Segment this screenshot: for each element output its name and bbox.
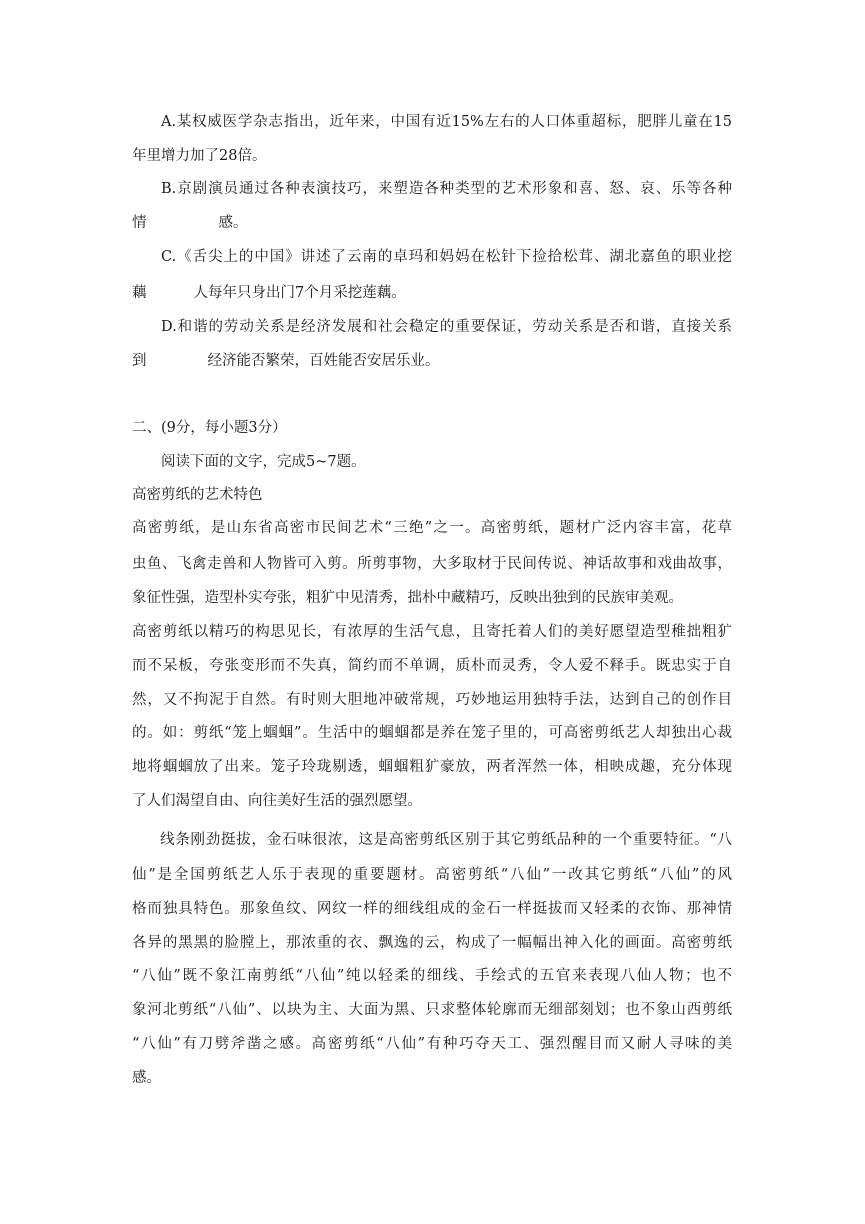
paragraph-3-line-5: “八仙”既不象江南剪纸“八仙”纯以轻柔的细线、手绘式的五官来表现八仙人物；也不 — [132, 968, 732, 984]
paragraph-1-line-1: 高密剪纸，是山东省高密市民间艺术“三绝”之一。高密剪纸，题材广泛内容丰富，花草 — [132, 520, 732, 536]
option-b-line-2-start: 情 — [132, 215, 147, 231]
option-c-line-2-start: 藕 — [132, 285, 147, 301]
paragraph-3-line-8: 感。 — [132, 1070, 161, 1086]
paragraph-2-line-1: 高密剪纸以精巧的构思见长，有浓厚的生活气息，且寄托着人们的美好愿望造型稚拙粗犷 — [132, 624, 732, 640]
section-instruction: 阅读下面的文字，完成5~7题。 — [161, 454, 366, 470]
option-a-line-1: A.某权威医学杂志指出，近年来，中国有近15%左右的人口体重超标，肥胖儿童在15 — [161, 114, 732, 130]
article-title: 高密剪纸的艺术特色 — [132, 487, 263, 503]
paragraph-3-line-7: “八仙”有刀劈斧凿之感。高密剪纸“八仙”有种巧夺天工、强烈醒目而又耐人寻味的美 — [132, 1036, 732, 1052]
paragraph-3-line-6: 象河北剪纸“八仙”、以块为主、大面为黑、只求整体轮廓而无细部刻划；也不象山西剪纸 — [132, 1002, 732, 1018]
paragraph-2-line-4: 的。如：剪纸“笼上蝈蝈”。生活中的蝈蝈都是养在笼子里的，可高密剪纸艺人却独出心裁 — [132, 725, 732, 741]
paragraph-2-line-5: 地将蝈蝈放了出来。笼子玲珑剔透，蝈蝈粗犷豪放，两者浑然一体，相映成趣，充分体现 — [132, 759, 732, 775]
paragraph-2-line-2: 而不呆板，夸张变形而不失真，简约而不单调，质朴而灵秀，令人爱不释手。既忠实于自 — [132, 658, 732, 674]
option-d-line-2 — [132, 351, 732, 371]
paragraph-1-line-3: 象征性强，造型朴实夸张，粗犷中见清秀，拙朴中藏精巧，反映出独到的民族审美观。 — [132, 590, 683, 606]
paragraph-3-line-3: 格而独具特色。那象鱼纹、网纹一样的细线组成的金石一样挺拔而又轻柔的衣饰、那神情 — [132, 901, 732, 917]
option-c-line-2 — [132, 283, 732, 303]
paragraph-2-line-3: 然，又不拘泥于自然。有时则大胆地冲破常规，巧妙地运用独特手法，达到自己的创作目 — [132, 692, 732, 708]
option-c-line-2-end: 人每年只身出门7个月采挖莲藕。 — [193, 285, 406, 301]
option-b-line-2-end: 感。 — [218, 215, 248, 231]
option-b-line-2 — [132, 213, 732, 233]
option-b-line-1: B.京剧演员通过各种表演技巧，来塑造各种类型的艺术形象和喜、怒、哀、乐等各种 — [161, 181, 732, 197]
paragraph-2-line-6: 了人们渴望自由、向往美好生活的强烈愿望。 — [132, 793, 422, 809]
paragraph-3-line-2: 仙”是全国剪纸艺人乐于表现的重要题材。高密剪纸“八仙”一改其它剪纸“八仙”的风 — [132, 867, 732, 883]
paragraph-3-line-4: 各异的黑黑的脸膛上，那浓重的衣、飘逸的云，构成了一幅幅出神入化的画面。高密剪纸 — [132, 935, 732, 951]
option-a-line-2: 年里增力加了28倍。 — [132, 148, 267, 164]
option-c-line-1: C.《舌尖上的中国》讲述了云南的卓玛和妈妈在松针下捡拾松茸、湖北嘉鱼的职业挖 — [161, 249, 732, 265]
option-d-line-2-end: 经济能否繁荣，百姓能否安居乐业。 — [207, 353, 440, 369]
option-d-line-2-start: 到 — [132, 353, 147, 369]
paragraph-1-line-2: 虫鱼、飞禽走兽和人物皆可入剪。所剪事物，大多取材于民间传说、神话故事和戏曲故事， — [132, 556, 732, 572]
paragraph-3-line-1: 线条刚劲挺拔，金石味很浓，这是高密剪纸区别于其它剪纸品种的一个重要特征。“八 — [160, 832, 732, 848]
section-header: 二、(9分，每小题3分） — [132, 420, 287, 436]
option-d-line-1: D.和谐的劳动关系是经济发展和社会稳定的重要保证，劳动关系是否和谐，直接关系 — [161, 319, 732, 335]
